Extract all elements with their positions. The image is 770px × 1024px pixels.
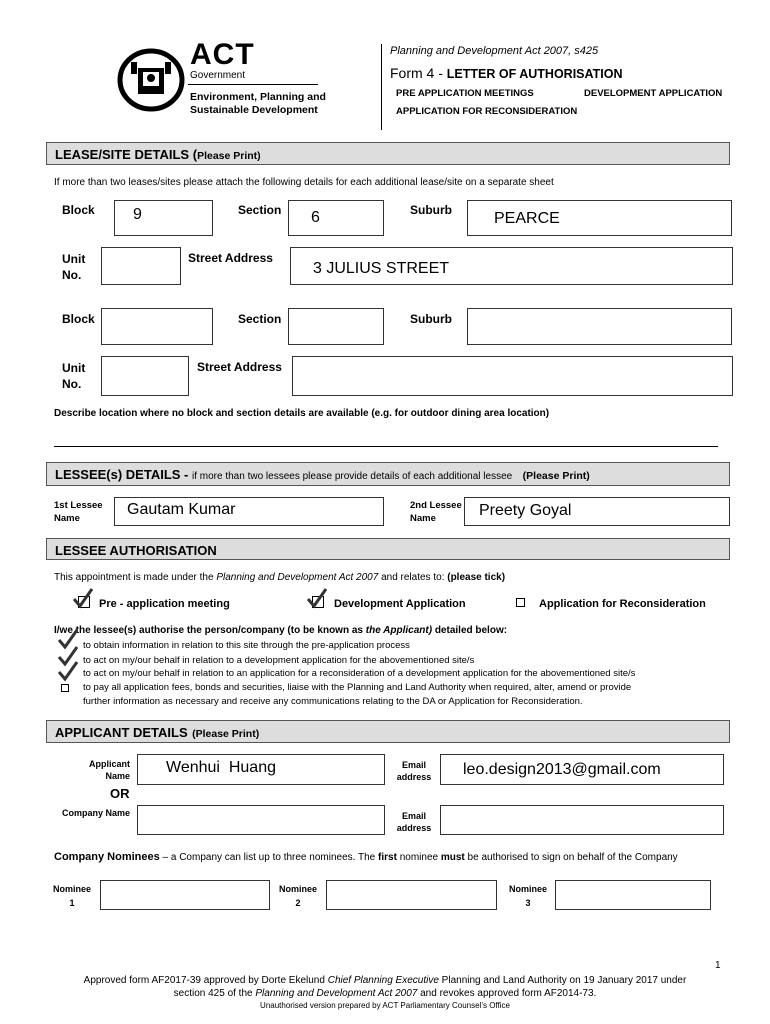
nominee-label-3a: Nominee xyxy=(508,884,547,894)
reconsideration-label: Application for Reconsideration xyxy=(539,598,706,610)
block-label-2: Block xyxy=(62,312,95,326)
lease-title: LEASE/SITE DETAILS ( xyxy=(55,147,198,162)
applicant-name-value: Wenhui Huang xyxy=(166,759,276,776)
footer-line-3: Unauthorised version prepared by ACT Parliamentary Counsel’s Office xyxy=(260,1001,510,1010)
block-label-1: Block xyxy=(62,203,95,217)
footer-line-1a: Approved form AF2017-39 approved by Dorte Ekelund xyxy=(83,975,328,986)
authorise-lead-a: I/we the lessee(s) authorise the person/company (to be known as xyxy=(54,625,366,636)
nominee-label-3 xyxy=(507,882,549,910)
nominees-first: first xyxy=(378,852,397,863)
unit-field-1[interactable] xyxy=(101,247,181,285)
lease-title-sub: Please Print) xyxy=(197,150,261,162)
header-option-pre: PRE APPLICATION MEETINGS xyxy=(396,88,534,99)
nominee-num-2: 2 xyxy=(295,898,301,908)
describe-location-line[interactable] xyxy=(54,446,718,447)
street-value-1: 3 JULIUS STREET xyxy=(313,260,450,277)
auth-intro-act: Planning and Development Act 2007 xyxy=(216,572,379,583)
footer-line-2a: section 425 of the xyxy=(173,988,256,999)
block-field-1[interactable] xyxy=(114,200,213,236)
first-lessee-value: Gautam Kumar xyxy=(127,501,236,518)
nominee-field-1[interactable] xyxy=(100,880,270,910)
auth-intro-a: This appointment is made under the xyxy=(54,572,217,583)
second-lessee-field[interactable] xyxy=(464,497,730,526)
header-divider xyxy=(381,44,382,130)
auth-intro xyxy=(54,572,505,583)
describe-location-label: Describe location where no block and section details are available (e.g. for outdoor dining area location) xyxy=(54,408,550,419)
block-value-1: 9 xyxy=(133,206,142,223)
fees-checkbox[interactable] xyxy=(61,684,69,692)
footer-line-2c: and revokes approved form AF2014-73. xyxy=(417,988,597,999)
dept-line-1: Environment, Planning and xyxy=(190,91,326,103)
email-label-1b: address xyxy=(396,772,432,782)
authorise-lead-b: the Applicant) xyxy=(365,625,433,636)
auth-intro-c: (please tick) xyxy=(447,572,506,583)
logo-rule xyxy=(188,84,318,85)
second-lessee-value: Preety Goyal xyxy=(479,502,572,519)
nominee-num-1: 1 xyxy=(69,898,75,908)
or-label: OR xyxy=(110,786,130,801)
lease-section-bar xyxy=(46,142,730,165)
footer-line-2 xyxy=(0,988,770,999)
lessee-title: LESSEE(s) DETAILS - xyxy=(55,467,192,482)
applicant-title: APPLICANT DETAILS xyxy=(55,725,188,740)
suburb-field-2[interactable] xyxy=(467,308,732,345)
footer-line-1b: Chief Planning Executive xyxy=(327,975,439,986)
first-lessee-field[interactable] xyxy=(114,497,384,526)
street-field-2[interactable] xyxy=(292,356,733,396)
suburb-field-1[interactable] xyxy=(467,200,732,236)
lease-note: If more than two leases/sites please attach the following details for each additional lease/site on a separate sheet xyxy=(54,177,554,188)
applicant-name-label-1: Applicant xyxy=(88,759,130,769)
logo-sub: Government xyxy=(190,70,246,81)
applicant-email-field[interactable] xyxy=(440,754,724,785)
applicant-name-label-2: Name xyxy=(105,771,130,781)
first-lessee-label-1: 1st Lessee xyxy=(54,500,103,511)
form-title xyxy=(390,65,622,81)
lessee-title-sub: if more than two lessees please provide details of each additional lessee xyxy=(192,471,513,482)
auth-item-4: to pay all application fees, bonds and securities, liaise with the Planning and Land Authority when required, alter, amend or provide xyxy=(83,682,632,693)
reconsideration-checkbox[interactable] xyxy=(516,598,525,607)
email-label-2b: address xyxy=(396,823,432,833)
second-lessee-label-1: 2nd Lessee xyxy=(410,500,462,511)
header-option-recon: APPLICATION FOR RECONSIDERATION xyxy=(396,106,578,117)
nominees-a: Company Nominees xyxy=(54,851,160,863)
authorise-lead xyxy=(54,625,507,636)
page-number: 1 xyxy=(715,960,721,971)
unit-field-2[interactable] xyxy=(101,356,189,396)
lessee-title-tail: (Please Print) xyxy=(522,470,590,482)
street-label-1: Street Address xyxy=(188,251,273,265)
form-name: LETTER OF AUTHORISATION xyxy=(446,67,623,81)
auth-section-bar xyxy=(46,538,730,560)
applicant-title-sub: (Please Print) xyxy=(192,728,260,740)
form-number: Form 4 - xyxy=(390,65,447,81)
applicant-email-value: leo.design2013@gmail.com xyxy=(463,761,661,778)
first-lessee-label xyxy=(54,499,103,525)
suburb-value-1: PEARCE xyxy=(494,210,560,227)
street-label-2: Street Address xyxy=(197,360,282,374)
suburb-label-2: Suburb xyxy=(410,312,452,326)
auth-item-5: further information as necessary and receive any communications relating to the DA or Application for Reconsideration. xyxy=(83,696,583,707)
act-logo xyxy=(116,48,186,112)
section-value-1: 6 xyxy=(311,209,320,226)
nominee-label-2a: Nominee xyxy=(278,884,317,894)
check-icon xyxy=(72,587,94,609)
header-option-da: DEVELOPMENT APPLICATION xyxy=(584,88,723,99)
auth-item-1: to obtain information in relation to this site through the pre-application process xyxy=(83,640,410,651)
email-label-2a: Email xyxy=(401,811,426,821)
company-name-field[interactable] xyxy=(137,805,385,835)
applicant-name-label xyxy=(80,758,130,782)
nominee-num-3: 3 xyxy=(525,898,531,908)
nominees-b: – a Company can list up to three nominees. The xyxy=(159,852,379,863)
auth-item-2: to act on my/our behalf in relation to a development application for the abovementioned site/s xyxy=(83,655,475,666)
development-application-label: Development Application xyxy=(334,598,466,610)
nominees-d: be authorised to sign on behalf of the Company xyxy=(464,852,678,863)
section-label-1: Section xyxy=(238,203,282,217)
dept-line-2: Sustainable Development xyxy=(190,104,318,116)
company-name-label: Company Name xyxy=(62,808,131,818)
email-label-1a: Email xyxy=(401,760,426,770)
footer-line-1 xyxy=(0,975,770,986)
auth-intro-b: and relates to: xyxy=(378,572,448,583)
nominee-label-1 xyxy=(52,882,92,910)
act-reference: Planning and Development Act 2007, s425 xyxy=(390,45,599,57)
nominees-c: nominee xyxy=(396,852,441,863)
second-lessee-label-2: Name xyxy=(410,513,436,524)
nominee-field-3[interactable] xyxy=(555,880,711,910)
street-field-1[interactable] xyxy=(290,247,733,285)
applicant-section-bar xyxy=(46,720,730,743)
first-lessee-label-2: Name xyxy=(54,513,80,524)
nominee-label-2 xyxy=(278,882,318,910)
email-label-1 xyxy=(394,759,434,783)
footer-line-1c: Planning and Land Authority on 19 January 2017 under xyxy=(438,975,687,986)
unit-label-1: Unit No. xyxy=(62,252,86,282)
suburb-label-1: Suburb xyxy=(410,203,452,217)
nominees-must: must xyxy=(440,852,465,863)
company-email-field[interactable] xyxy=(440,805,724,835)
pre-application-label: Pre - application meeting xyxy=(99,598,230,610)
check-icon xyxy=(306,587,328,609)
check-icon xyxy=(57,660,79,682)
applicant-name-field[interactable] xyxy=(137,754,385,785)
section-field-1[interactable] xyxy=(288,200,384,236)
authorise-lead-c: detailed below: xyxy=(432,625,508,636)
auth-title: LESSEE AUTHORISATION xyxy=(55,543,217,558)
logo-text: ACT xyxy=(190,38,255,71)
unit-label-2: Unit No. xyxy=(62,361,86,391)
nominee-label-1a: Nominee xyxy=(52,884,91,894)
section-label-2: Section xyxy=(238,312,282,326)
auth-item-3: to act on my/our behalf in relation to an application for a reconsideration of a development application for the abovementioned site/s xyxy=(83,668,636,679)
nominee-field-2[interactable] xyxy=(326,880,497,910)
block-field-2[interactable] xyxy=(101,308,213,345)
company-nominees-note xyxy=(54,851,678,863)
email-label-2 xyxy=(394,810,434,834)
lessee-section-bar xyxy=(46,462,730,486)
footer-line-2b: Planning and Development Act 2007 xyxy=(255,988,418,999)
second-lessee-label xyxy=(410,499,462,525)
section-field-2[interactable] xyxy=(288,308,384,345)
